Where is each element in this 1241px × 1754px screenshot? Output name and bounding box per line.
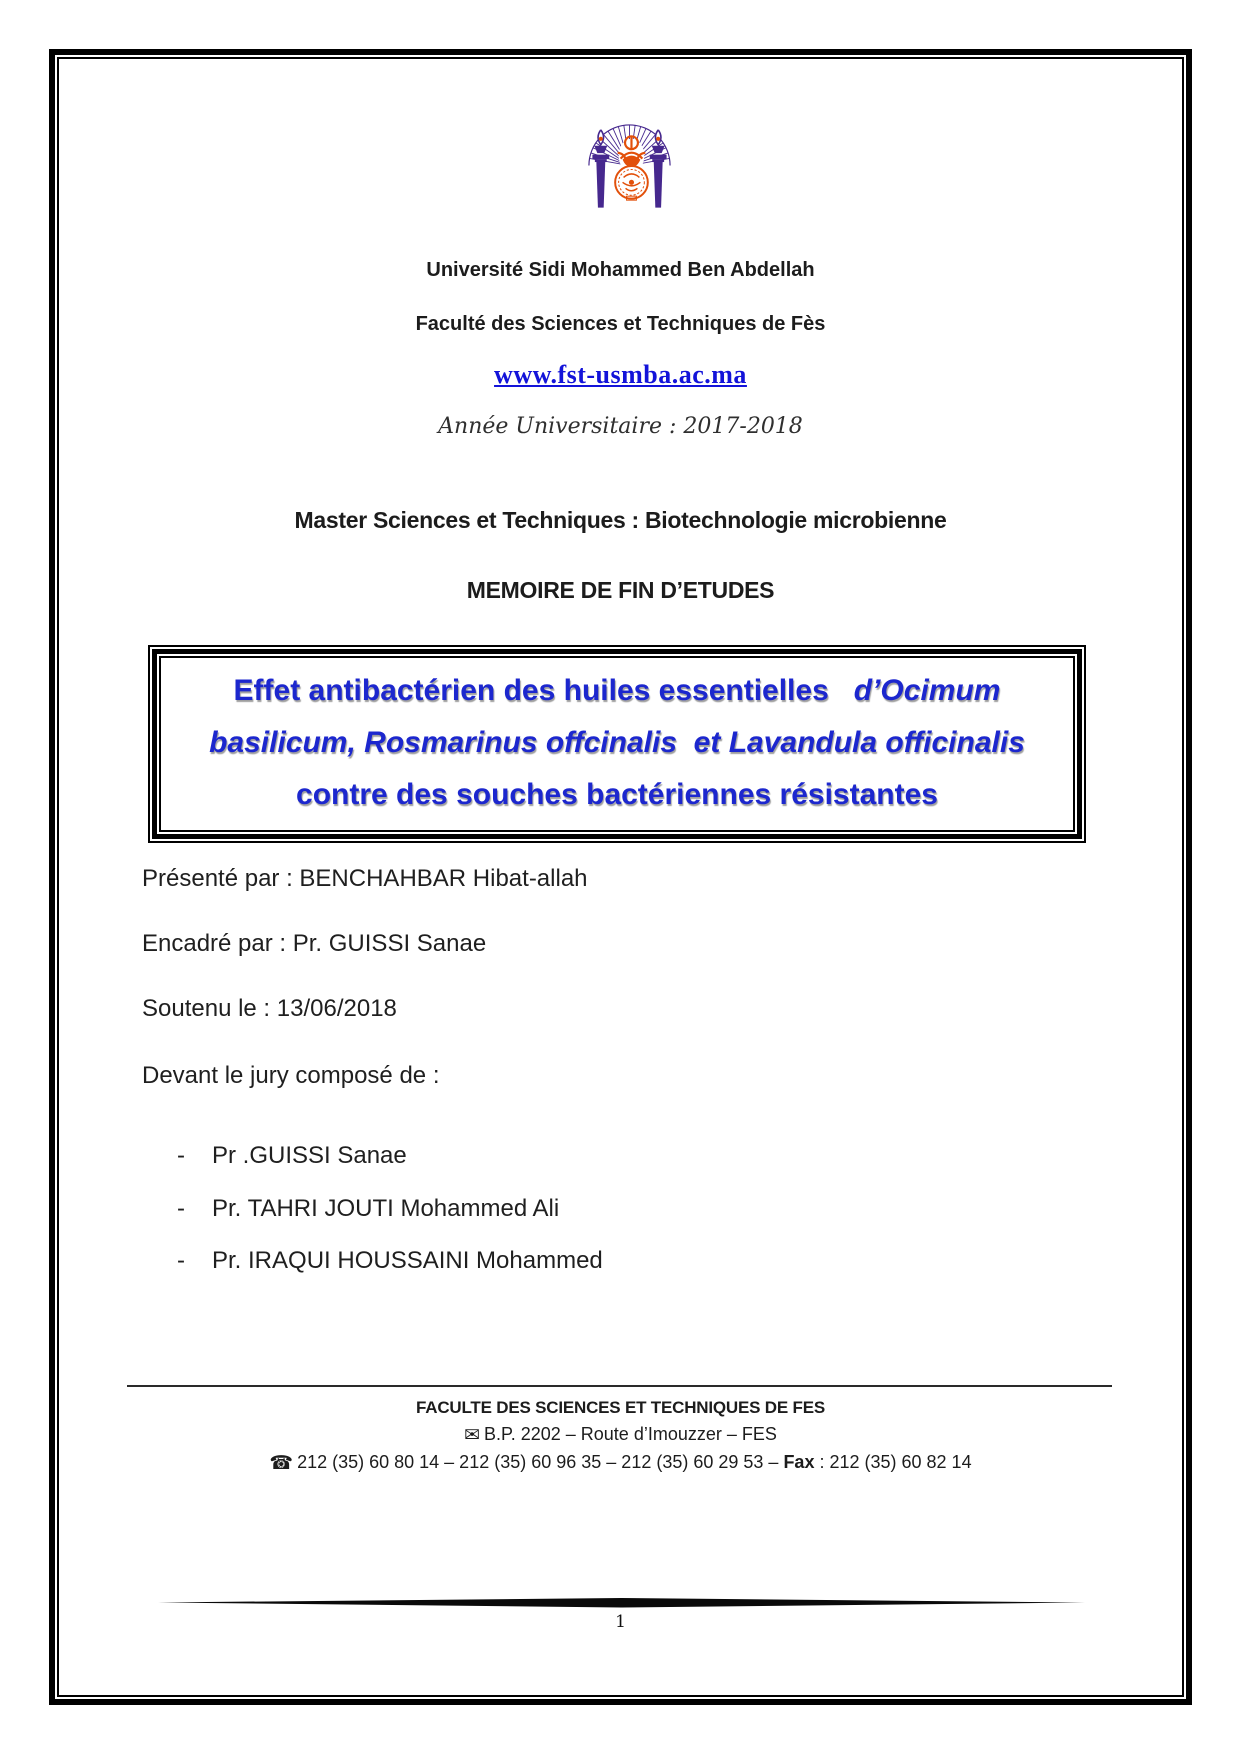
title-seg-species: basilicum, Rosmarinus offcinalis et Lavandula officinalis [209,726,1025,759]
defense-date: Soutenu le : 13/06/2018 [142,995,397,1022]
presented-by: Présenté par : BENCHAHBAR Hibat-allah [142,865,588,892]
mail-icon: ✉ [464,1425,481,1446]
list-dash: - [177,1142,185,1169]
footer-divider-line [127,1385,1112,1387]
footer-phone-line [60,1452,1181,1475]
list-dash: - [177,1247,185,1274]
faculty-name: Faculté des Sciences et Techniques de Fès [415,313,826,335]
jury-member-row [177,1247,603,1275]
jury-member-name: Pr. IRAQUI HOUSSAINI Mohammed [212,1247,603,1274]
thesis-title-box-inner [159,656,1075,832]
university-logo [582,116,677,219]
page-number: 1 [615,1612,626,1632]
phone-icon: ☎ [269,1453,294,1474]
jury-heading: Devant le jury composé de : [142,1062,440,1089]
footer-address-text: B.P. 2202 – Route d’Imouzzer – FES [484,1424,777,1444]
jury-member-row [177,1142,407,1170]
university-name: Université Sidi Mohammed Ben Abdellah [426,259,815,281]
thesis-title-line3 [161,769,1073,821]
website-line [60,359,1181,390]
thesis-title-line2 [161,717,1073,769]
footer-fax-label: Fax [783,1452,815,1472]
bottom-decorative-divider [158,1598,1088,1608]
master-program: Master Sciences et Techniques : Biotechnologie microbienne [294,507,947,533]
thesis-title-box-mid [152,649,1082,839]
footer-faculty-name: FACULTE DES SCIENCES ET TECHNIQUES DE FES [416,1398,825,1417]
footer-phone-numbers: 212 (35) 60 80 14 – 212 (35) 60 96 35 – 212 (35) 60 29 53 – [297,1452,784,1472]
title-seg-species: d’Ocimum [853,674,1001,707]
title-seg-regular: contre des souches bactériennes résistantes [296,778,938,811]
jury-member-name: Pr .GUISSI Sanae [212,1142,407,1169]
footer-fax-number: : 212 (35) 60 82 14 [814,1452,972,1472]
list-dash: - [177,1195,185,1222]
memoir-heading: MEMOIRE DE FIN D’ETUDES [466,577,775,603]
academic-year: Année Universitaire : 2017-2018 [438,414,803,439]
thesis-title-box [148,645,1086,843]
supervised-by: Encadré par : Pr. GUISSI Sanae [142,930,487,957]
thesis-title-line1 [161,665,1073,717]
jury-member-name: Pr. TAHRI JOUTI Mohammed Ali [212,1195,560,1222]
website-link[interactable]: www.fst-usmba.ac.ma [494,360,747,389]
footer-address-line [60,1424,1181,1447]
logo-center-ornament [613,136,651,202]
title-seg-regular: Effet antibactérien des huiles essentielles [233,674,854,707]
jury-member-row [177,1195,559,1223]
